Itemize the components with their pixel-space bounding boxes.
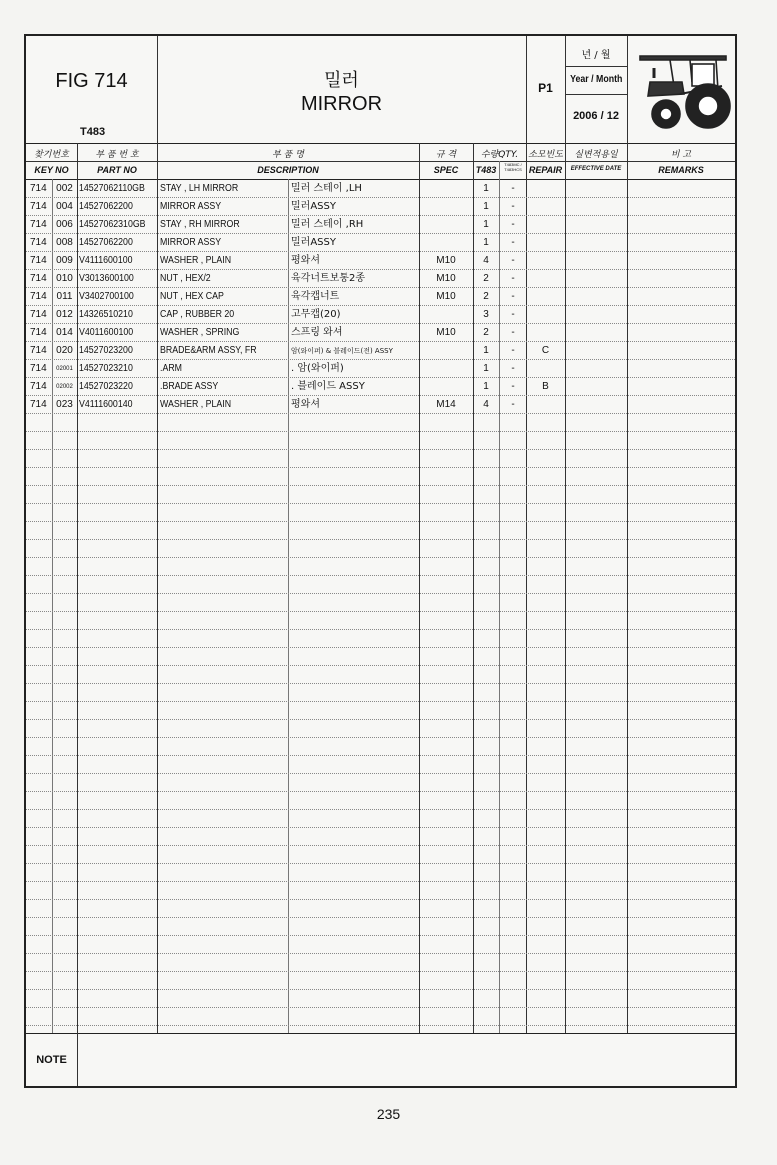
- spec-kr: 규 격: [435, 150, 457, 160]
- issue-date: 2006 / 12: [573, 110, 619, 122]
- part-number: V4111600100: [79, 255, 133, 266]
- description-english: WASHER , PLAIN: [160, 399, 232, 410]
- effective-date-kr: 실변적용일: [574, 150, 618, 160]
- repair-frequency: C: [541, 345, 550, 356]
- part-number: 14527062200: [79, 237, 133, 248]
- description-english: MIRROR ASSY: [160, 237, 222, 248]
- quantity-t483: 4: [483, 399, 489, 410]
- table-row: [26, 216, 735, 234]
- quantity-variant: -: [511, 237, 515, 248]
- key-number: 020: [56, 345, 73, 356]
- table-row: [26, 324, 735, 342]
- parts-sheet: [24, 34, 737, 1088]
- description-korean: . 암(와이퍼): [291, 363, 344, 374]
- part-number: 14527023220: [79, 381, 133, 392]
- fig-number: 714: [30, 201, 47, 212]
- part-number: 14527023200: [79, 345, 133, 356]
- table-row: [26, 396, 735, 414]
- description-english: BRADE&ARM ASSY, FR: [160, 345, 257, 356]
- part-no-header: PART NO: [97, 165, 137, 175]
- fig-number: 714: [30, 381, 47, 392]
- quantity-t483: 2: [483, 291, 489, 302]
- key-number: 023: [56, 399, 73, 410]
- fig-number: 714: [30, 309, 47, 320]
- figure-number: FIG 714: [55, 70, 128, 92]
- fig-number: 714: [30, 327, 47, 338]
- description-korean: 밀러 스테이 ,LH: [291, 183, 362, 194]
- key-no-header: KEY NO: [34, 165, 69, 175]
- description-header: DESCRIPTION: [257, 165, 319, 175]
- key-number: 010: [56, 273, 73, 284]
- fig-number: 714: [30, 345, 47, 356]
- description-korean: 육각캡너트: [291, 291, 340, 302]
- spec-value: M14: [436, 399, 456, 410]
- table-row: [26, 342, 735, 360]
- description-korean: 밀러 스테이 ,RH: [291, 219, 364, 230]
- tractor-icon: [630, 42, 734, 138]
- key-no-kr: 찾기번호: [34, 150, 69, 160]
- spec-value: M10: [436, 291, 456, 302]
- description-english: MIRROR ASSY: [160, 201, 222, 212]
- page-code: P1: [538, 81, 553, 95]
- table-row: [26, 306, 735, 324]
- quantity-t483: 1: [483, 381, 489, 392]
- qty-variant-header: T483MC / T483HCS: [504, 162, 522, 172]
- part-number: 14527062310GB: [79, 219, 146, 230]
- repair-kr: 소모빈도: [528, 150, 563, 160]
- fig-number: 714: [30, 291, 47, 302]
- fig-number: 714: [30, 273, 47, 284]
- fig-number: 714: [30, 219, 47, 230]
- part-no-kr: 부 품 번 호: [95, 150, 139, 160]
- qty-header: 수량QTY.: [480, 150, 519, 160]
- description-korean: . 블레이드 ASSY: [291, 381, 365, 392]
- fig-number: 714: [30, 255, 47, 266]
- key-number: 004: [56, 201, 73, 212]
- key-number: 014: [56, 327, 73, 338]
- spec-value: M10: [436, 273, 456, 284]
- description-english: .BRADE ASSY: [160, 381, 219, 392]
- quantity-t483: 1: [483, 237, 489, 248]
- table-row: [26, 234, 735, 252]
- effective-date-header: EFFECTIVE DATE: [570, 166, 622, 172]
- table-row: [26, 270, 735, 288]
- quantity-t483: 2: [483, 273, 489, 284]
- description-kr: 부 품 명: [272, 150, 304, 160]
- description-english: STAY , LH MIRROR: [160, 183, 239, 194]
- remarks-header: REMARKS: [658, 165, 704, 175]
- quantity-variant: -: [511, 183, 515, 194]
- table-row: [26, 378, 735, 396]
- key-number: 002: [56, 183, 73, 194]
- part-number: V4111600140: [79, 399, 133, 410]
- description-english: NUT , HEX/2: [160, 273, 211, 284]
- quantity-t483: 1: [483, 363, 489, 374]
- key-number: 012: [56, 309, 73, 320]
- description-english: .ARM: [160, 363, 182, 374]
- title-korean: 밀러: [324, 70, 359, 91]
- spec-header: SPEC: [433, 165, 459, 175]
- title-english: MIRROR: [300, 93, 383, 115]
- quantity-variant: -: [511, 345, 515, 356]
- model-label: T483: [80, 126, 106, 138]
- description-korean: 암(와이퍼) & 블레이드(전) ASSY: [291, 347, 393, 355]
- quantity-variant: -: [511, 309, 515, 320]
- key-number: 006: [56, 219, 73, 230]
- year-month-kr: 년 / 월: [581, 50, 611, 61]
- description-english: STAY , RH MIRROR: [160, 219, 240, 230]
- quantity-variant: -: [511, 363, 515, 374]
- table-row: [26, 288, 735, 306]
- fig-number: 714: [30, 237, 47, 248]
- key-number: 02002: [56, 384, 73, 390]
- quantity-variant: -: [511, 273, 515, 284]
- description-english: WASHER , SPRING: [160, 327, 240, 338]
- quantity-t483: 2: [483, 327, 489, 338]
- spec-value: M10: [436, 327, 456, 338]
- parts-table-body: [26, 180, 735, 1032]
- description-korean: 평와셔: [291, 399, 320, 410]
- quantity-t483: 1: [483, 183, 489, 194]
- key-number: 008: [56, 237, 73, 248]
- table-row: [26, 252, 735, 270]
- quantity-variant: -: [511, 255, 515, 266]
- year-month-label: Year / Month: [570, 74, 623, 85]
- fig-number: 714: [30, 183, 47, 194]
- quantity-t483: 4: [483, 255, 489, 266]
- remarks-kr: 비 고: [670, 150, 692, 160]
- part-number: V4011600100: [79, 327, 134, 338]
- description-english: NUT , HEX CAP: [160, 291, 224, 302]
- description-korean: 밀러ASSY: [291, 201, 336, 212]
- quantity-variant: -: [511, 327, 515, 338]
- description-korean: 고무캡(20): [291, 309, 341, 320]
- quantity-t483: 1: [483, 219, 489, 230]
- page-number: 235: [376, 1106, 401, 1122]
- key-number: 011: [56, 291, 73, 302]
- part-number: 14326510210: [79, 309, 133, 320]
- repair-frequency: B: [542, 381, 549, 392]
- part-number: 14527023210: [79, 363, 133, 374]
- quantity-variant: -: [511, 399, 515, 410]
- note-label: NOTE: [36, 1054, 67, 1066]
- description-korean: 스프링 와셔: [291, 327, 343, 338]
- description-korean: 육각너트보통2종: [291, 273, 365, 284]
- repair-header: REPAIR: [528, 165, 563, 175]
- fig-number: 714: [30, 399, 47, 410]
- key-number: 009: [56, 255, 73, 266]
- qty-t483-header: T483: [475, 165, 497, 175]
- quantity-variant: -: [511, 219, 515, 230]
- part-number: 14527062200: [79, 201, 133, 212]
- part-number: 14527062110GB: [79, 183, 145, 194]
- quantity-variant: -: [511, 201, 515, 212]
- table-row: [26, 180, 735, 198]
- quantity-t483: 1: [483, 201, 489, 212]
- quantity-t483: 1: [483, 345, 489, 356]
- part-number: V3013600100: [79, 273, 134, 284]
- table-row: [26, 360, 735, 378]
- description-korean: 밀러ASSY: [291, 237, 336, 248]
- description-korean: 평와셔: [291, 255, 320, 266]
- description-english: CAP , RUBBER 20: [160, 309, 235, 320]
- spec-value: M10: [436, 255, 456, 266]
- fig-number: 714: [30, 363, 47, 374]
- quantity-t483: 3: [483, 309, 489, 320]
- quantity-variant: -: [511, 291, 515, 302]
- key-number: 02001: [56, 366, 73, 372]
- quantity-variant: -: [511, 381, 515, 392]
- part-number: V3402700100: [79, 291, 134, 302]
- table-row: [26, 198, 735, 216]
- description-english: WASHER , PLAIN: [160, 255, 232, 266]
